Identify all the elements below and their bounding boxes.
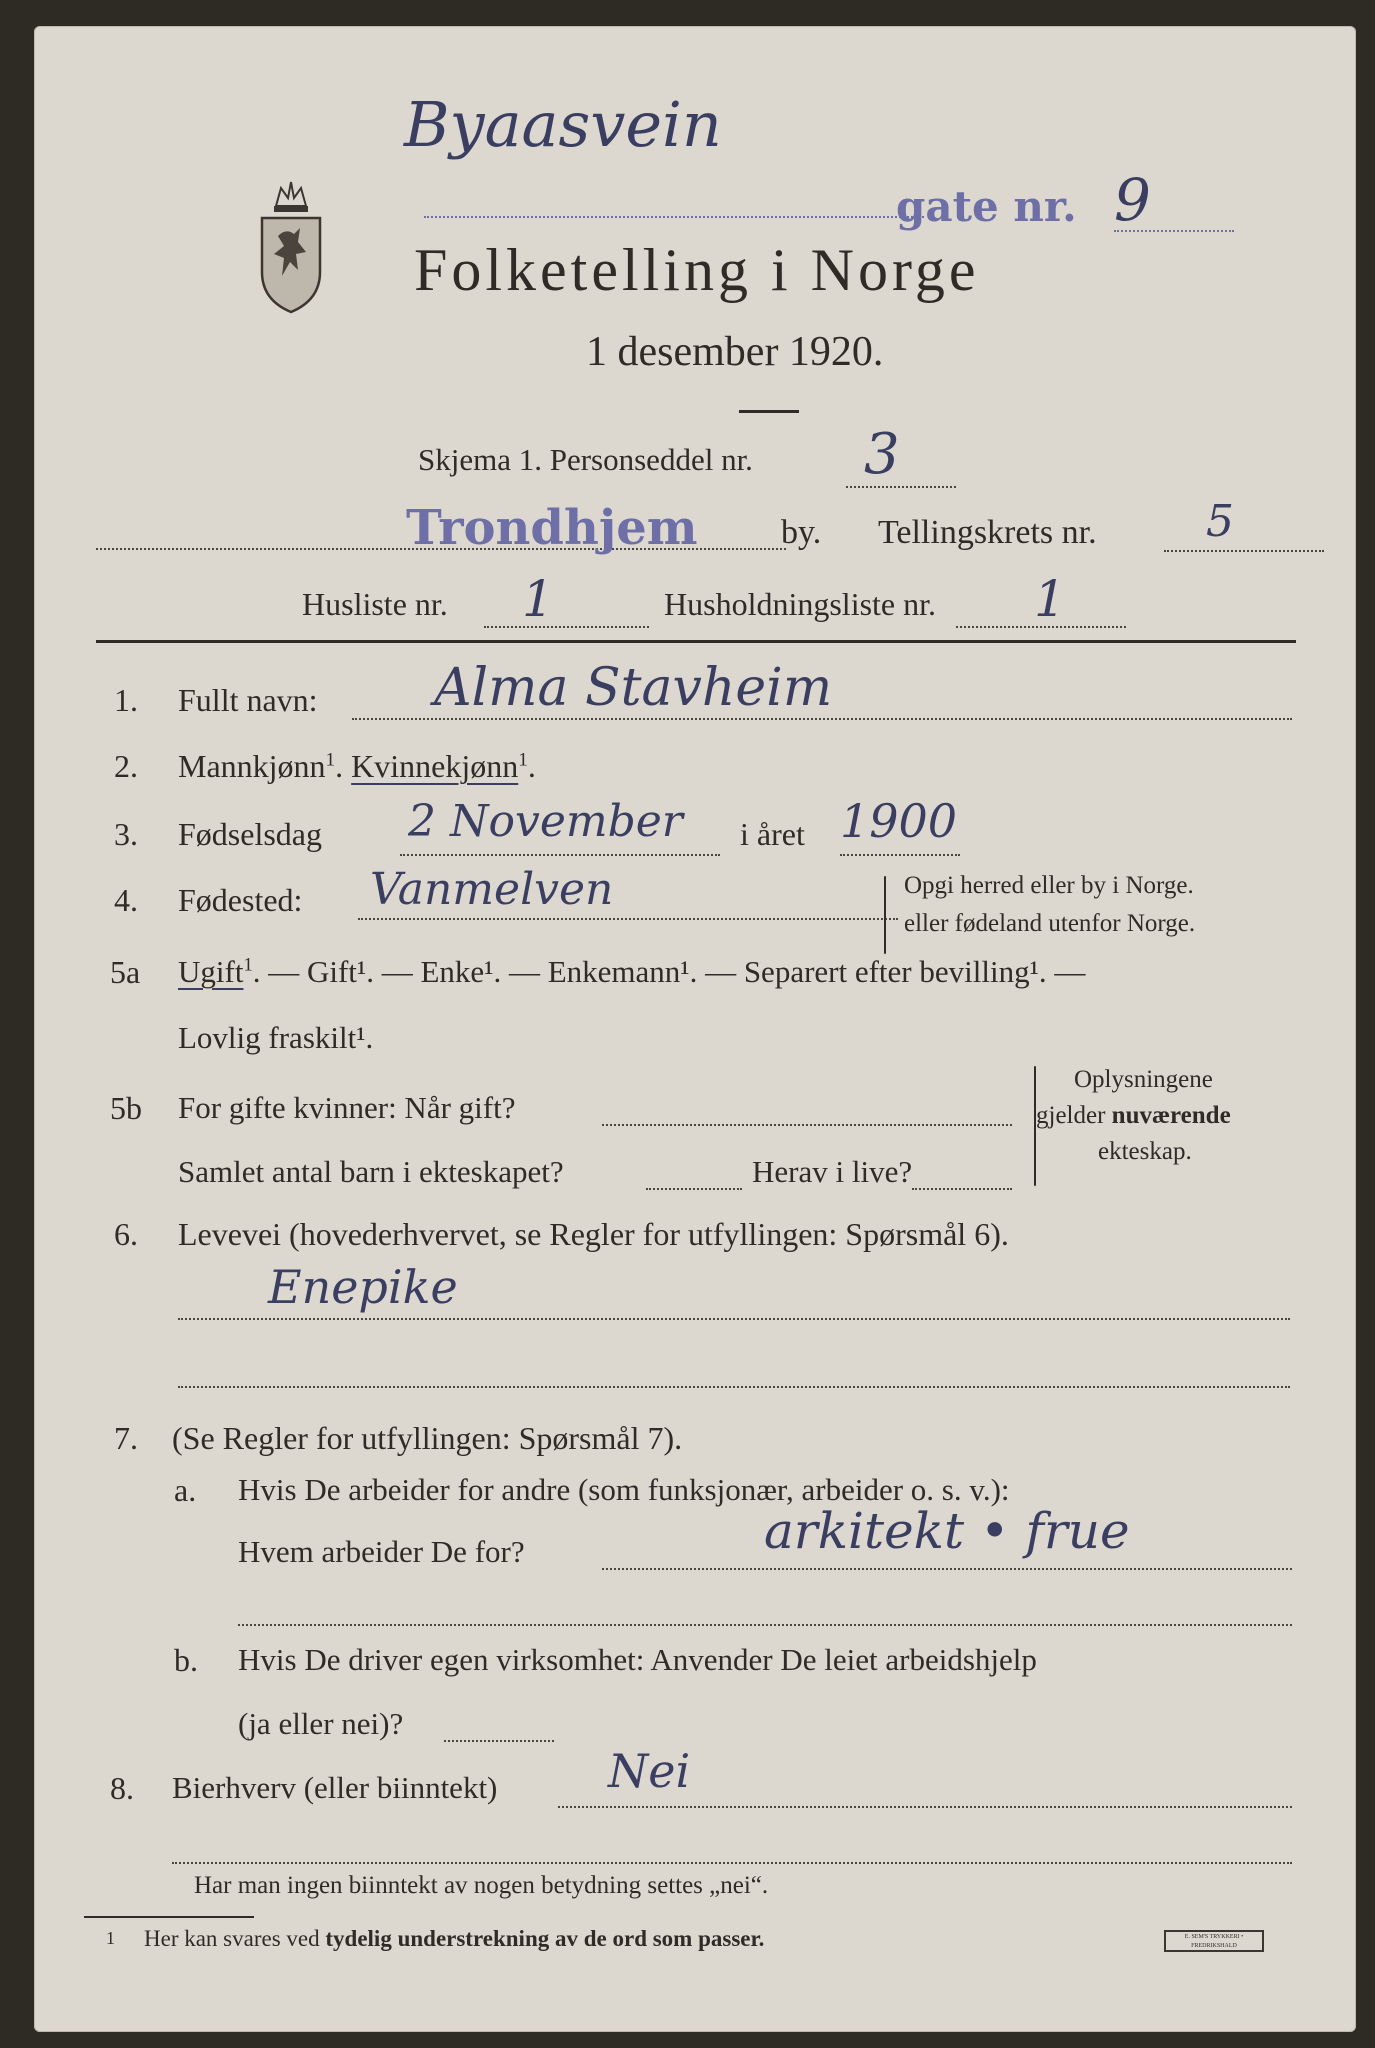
- q5b-married-dotted-line: [602, 1124, 1012, 1126]
- q8-dotted-line: [558, 1806, 1292, 1808]
- q1-label: Fullt navn:: [178, 682, 318, 718]
- printer-mark: E. SEM'S TRYKKERI • FREDRIKSHALD: [1164, 1930, 1264, 1952]
- q6-dotted-line-1: [178, 1318, 1290, 1320]
- q7a-line2: Hvem arbeider De for?: [238, 1534, 525, 1569]
- q4-note-line2: eller fødeland utenfor Norge.: [904, 910, 1196, 937]
- q7a-number: a.: [174, 1472, 197, 1508]
- q5b-note-line2: gjelder nuværende: [1036, 1102, 1231, 1129]
- title-divider: [739, 410, 799, 413]
- krets-number: 5: [1206, 496, 1234, 547]
- q3-day-dotted-line: [400, 854, 720, 856]
- husholdning-label: Husholdningsliste nr.: [664, 586, 937, 622]
- husliste-number: 1: [522, 570, 554, 628]
- q2-number: 2.: [114, 748, 138, 784]
- q5b-note-line1: Oplysningene: [1074, 1066, 1213, 1093]
- footnote-number: 1: [106, 1928, 115, 1948]
- q2-male-option: Mannkjønn: [178, 748, 326, 784]
- q5a-ugift-underlined: Ugift: [178, 954, 244, 989]
- q4-note-line1: Opgi herred eller by i Norge.: [904, 872, 1194, 899]
- husholdning-number: 1: [1034, 570, 1066, 628]
- krets-dotted-line: [1164, 550, 1324, 552]
- q5b-number: 5b: [110, 1090, 142, 1126]
- city-suffix: by.: [781, 514, 822, 551]
- footnote-rule: [84, 1916, 254, 1918]
- q1-number: 1.: [114, 682, 138, 718]
- q4-answer-birthplace: Vanmelven: [370, 864, 614, 915]
- footnote-text: Her kan svares ved tydelig understrekning av de ord som passer.: [144, 1926, 765, 1951]
- street-number-dotted-line: [1114, 230, 1234, 232]
- q4-number: 4.: [114, 882, 138, 918]
- q7b-line1: Hvis De driver egen virksomhet: Anvender De leiet arbeidshjelp: [238, 1642, 1037, 1677]
- q8-dotted-line-2: [172, 1862, 1292, 1864]
- q7b-number: b.: [174, 1642, 198, 1678]
- q1-dotted-line: [352, 718, 1292, 720]
- q7a-answer-employer: arkitekt • frue: [764, 1502, 1130, 1560]
- q5a-other-options: . — Gift¹. — Enke¹. — Enkemann¹. — Separert efter bevilling¹. —: [252, 954, 1086, 989]
- q5a-line2: Lovlig fraskilt¹.: [178, 1020, 374, 1055]
- q7b-line2: (ja eller nei)?: [238, 1706, 404, 1741]
- header-separator: [96, 640, 1296, 643]
- q7a-dotted-line-2: [238, 1624, 1292, 1626]
- q3-answer-year: 1900: [840, 794, 958, 848]
- husliste-label: Husliste nr.: [302, 586, 448, 622]
- q8-note: Har man ingen biinntekt av nogen betydning settes „nei“.: [194, 1872, 769, 1899]
- q7b-dotted-line: [444, 1740, 554, 1742]
- q1-answer-full-name: Alma Stavheim: [434, 658, 833, 718]
- q8-answer-side-income: Nei: [608, 1744, 691, 1798]
- q3-year-label: i året: [740, 816, 805, 852]
- q6-answer-occupation: Enepike: [268, 1260, 458, 1314]
- q5b-alive-label: Herav i live?: [752, 1154, 913, 1189]
- q5a-number: 5a: [110, 954, 141, 990]
- q3-number: 3.: [114, 816, 138, 852]
- q2-options: Mannkjønn$^1$. Kvinnekjønn$^1$.: [178, 748, 536, 784]
- q5a-options: Ugift$^1$. — Gift¹. — Enke¹. — Enkemann¹. — Separert efter bevilling¹. —: [178, 954, 1086, 989]
- q4-dotted-line: [358, 918, 898, 920]
- q7a-line1: Hvis De arbeider for andre (som funksjonær, arbeider o. s. v.):: [238, 1472, 1010, 1507]
- q5b-alive-dotted-line: [912, 1188, 1012, 1190]
- q4-note-brace: [884, 876, 886, 954]
- q7-label: (Se Regler for utfyllingen: Spørsmål 7).: [172, 1420, 683, 1456]
- q5b-children-dotted-line: [646, 1188, 742, 1190]
- street-name-handwritten: Byaasvein: [404, 88, 722, 161]
- husliste-dotted-line: [484, 626, 649, 628]
- q4-label: Fødested:: [178, 882, 303, 918]
- krets-label: Tellingskrets nr.: [878, 514, 1097, 551]
- q3-year-dotted-line: [840, 854, 960, 856]
- city-stamp: Trondhjem: [406, 500, 698, 556]
- street-dotted-line: [424, 216, 924, 218]
- schema-number: 3: [864, 422, 900, 487]
- form-title: Folketelling i Norge: [414, 237, 980, 303]
- schema-label: Skjema 1. Personseddel nr.: [418, 442, 753, 477]
- census-form: [34, 26, 1356, 2032]
- q6-number: 6.: [114, 1216, 138, 1252]
- q5b-note-line3: ekteskap.: [1098, 1138, 1192, 1165]
- q6-label: Levevei (hovederhvervet, se Regler for utfyllingen: Spørsmål 6).: [178, 1216, 1009, 1252]
- q5b-married-label: For gifte kvinner: Når gift?: [178, 1090, 516, 1125]
- q7a-dotted-line-1: [602, 1568, 1292, 1570]
- q3-label: Fødselsdag: [178, 816, 322, 852]
- street-gate-label: gate nr.: [896, 182, 1077, 231]
- census-date: 1 desember 1920.: [586, 329, 884, 375]
- q7-number: 7.: [114, 1420, 138, 1456]
- q8-label: Bierhverv (eller biinntekt): [172, 1770, 498, 1805]
- q5b-children-label: Samlet antal barn i ekteskapet?: [178, 1154, 564, 1189]
- q3-answer-birthday: 2 November: [408, 796, 683, 847]
- schema-dotted-line: [846, 486, 956, 488]
- q8-number: 8.: [110, 1770, 134, 1806]
- q2-female-option-underlined: Kvinnekjønn: [351, 748, 519, 784]
- norway-coat-of-arms-icon: [256, 176, 326, 316]
- street-number: 9: [1114, 166, 1151, 234]
- q6-dotted-line-2: [178, 1386, 1290, 1388]
